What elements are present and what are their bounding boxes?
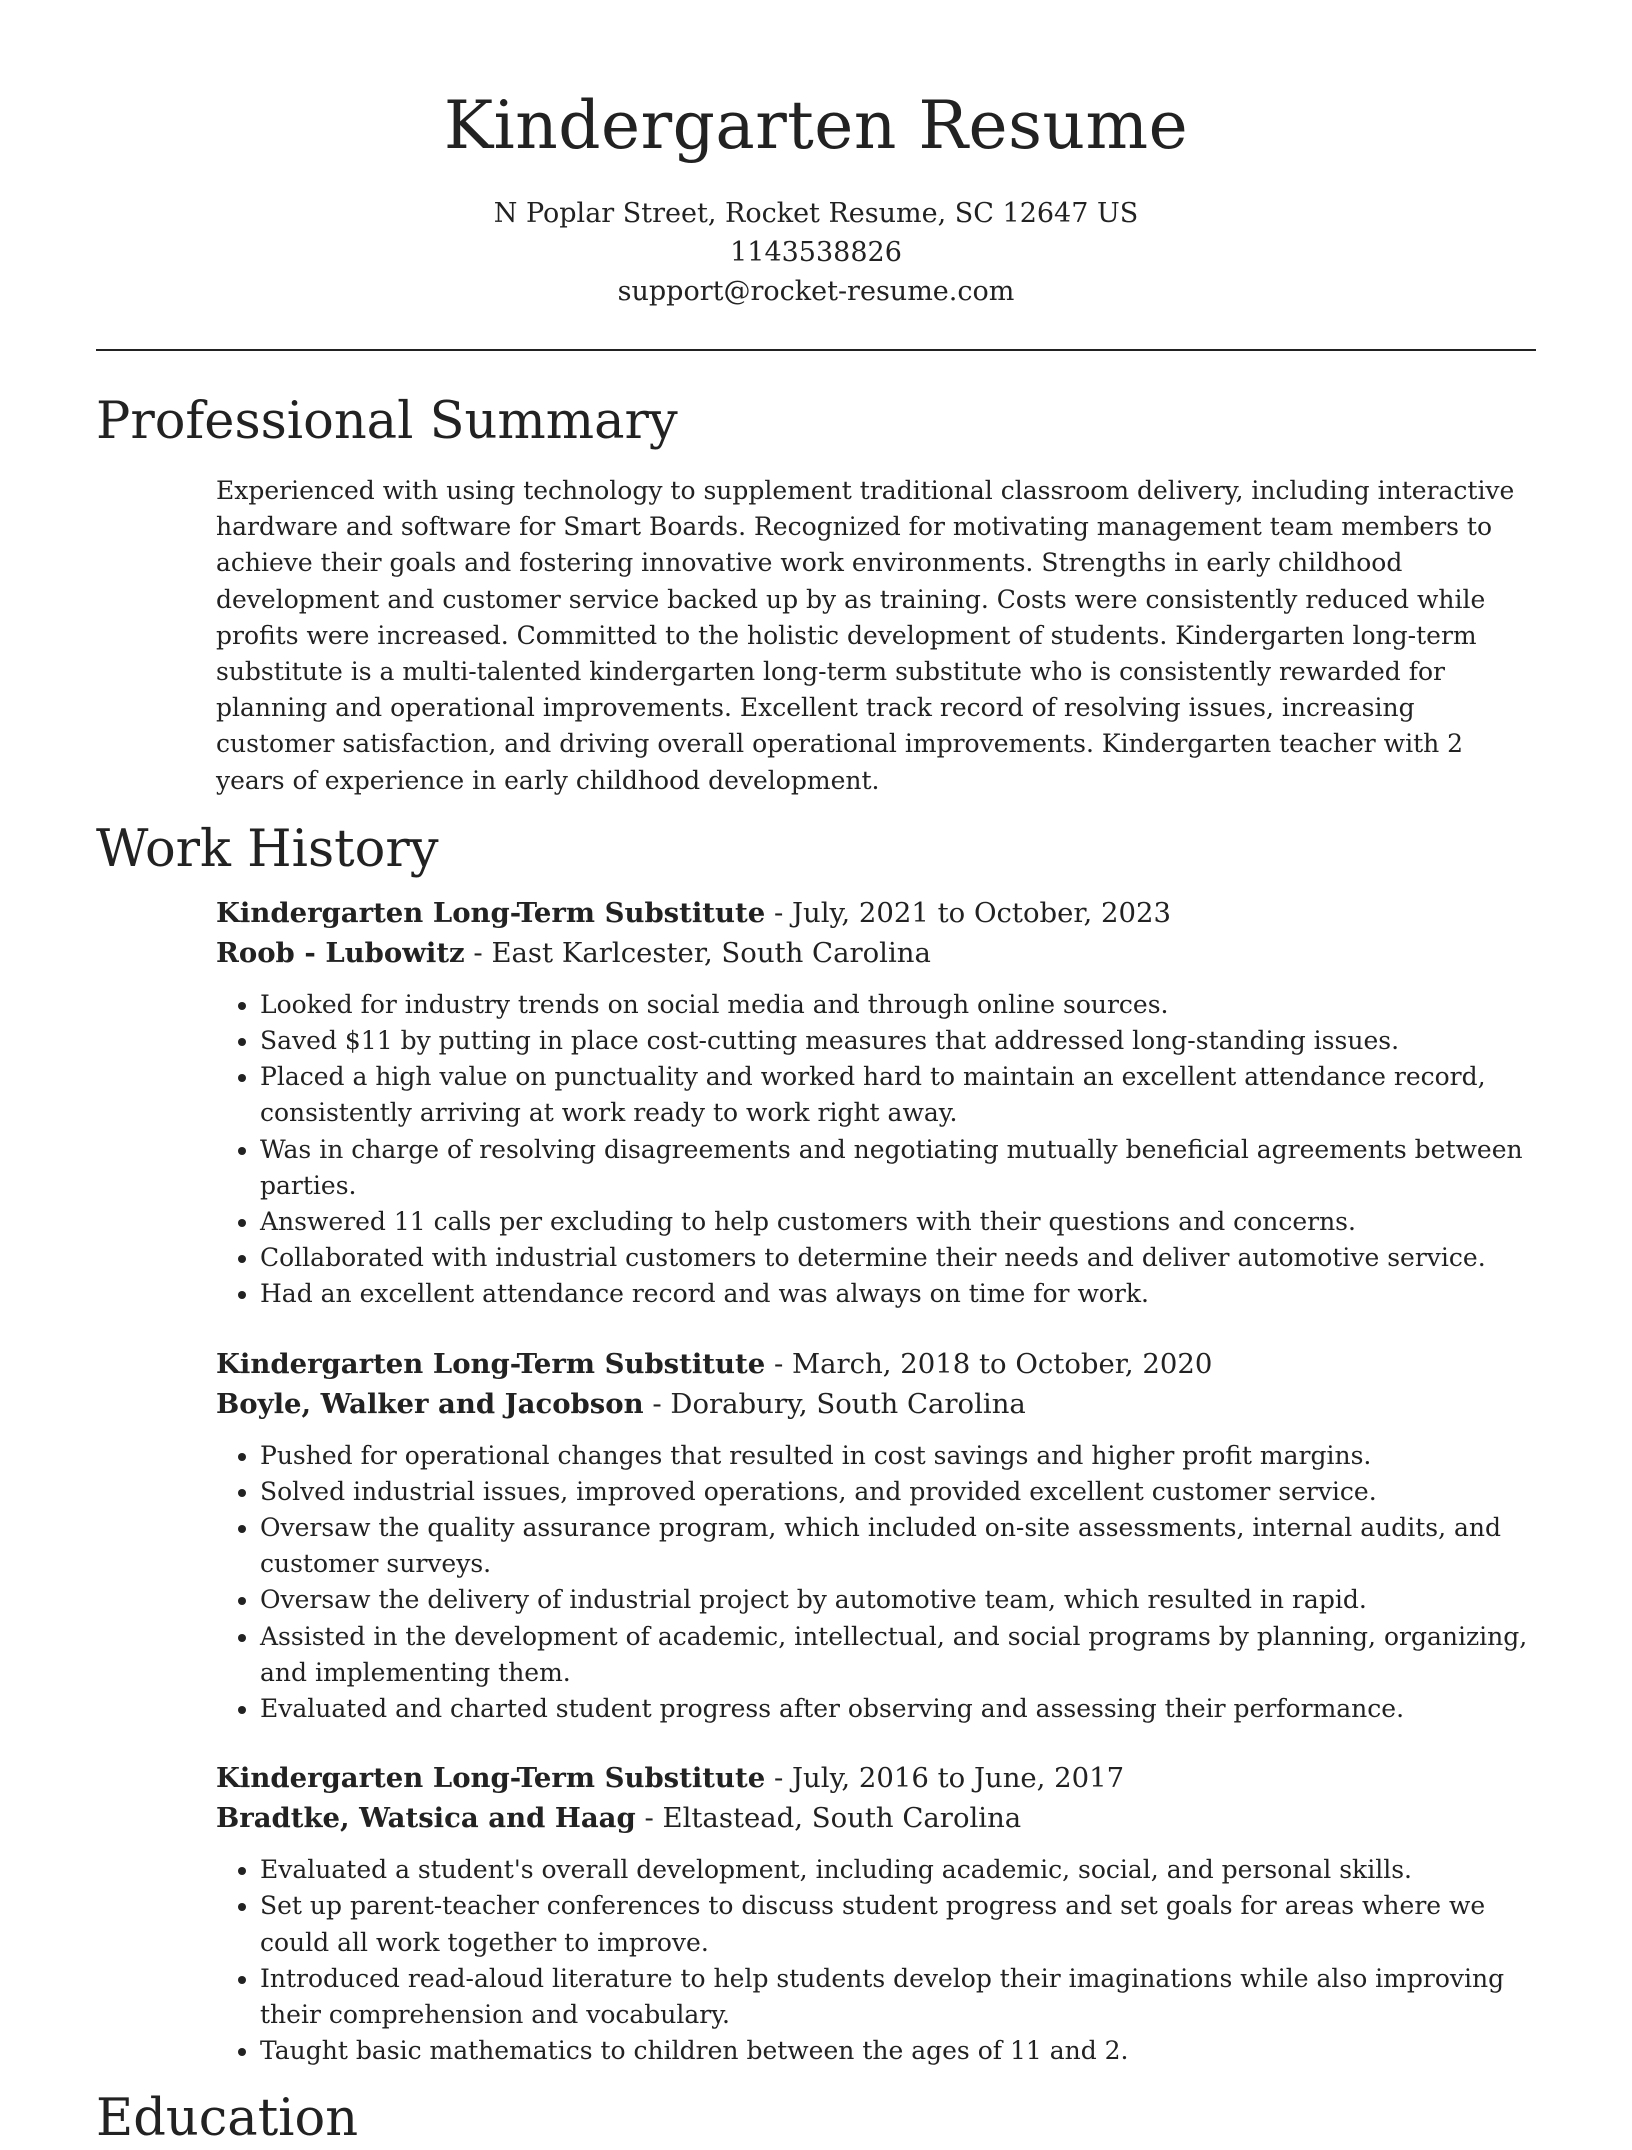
work-history-heading: Work History bbox=[96, 819, 439, 879]
job-company-line: Roob - Lubowitz - East Karlcester, South Carolina bbox=[216, 936, 931, 969]
job-dates: March, 2018 to October, 2020 bbox=[791, 1347, 1213, 1380]
phone-line: 1143538826 bbox=[730, 237, 902, 268]
job-bullet: • Saved $11 by putting in place cost-cutting measures that addressed long-standing issues. bbox=[260, 1023, 1536, 1059]
job-bullet: • Collaborated with industrial customers to determine their needs and deliver automotive service. bbox=[260, 1240, 1536, 1276]
job-bullet: • Had an excellent attendance record and was always on time for work. bbox=[260, 1276, 1536, 1312]
job-bullet: • Introduced read-aloud literature to help students develop their imaginations while also improving their comprehension and vocabulary. bbox=[260, 1961, 1536, 2033]
job-entry bbox=[216, 1344, 1536, 1728]
job-entry bbox=[216, 893, 1536, 1313]
job-bullets bbox=[216, 1438, 1536, 1728]
job-title: Kindergarten Long-Term Substitute bbox=[216, 896, 766, 929]
job-company: Boyle, Walker and Jacobson bbox=[216, 1387, 644, 1420]
job-title: Kindergarten Long-Term Substitute bbox=[216, 1762, 766, 1795]
job-bullets bbox=[216, 987, 1536, 1313]
job-bullet: • Pushed for operational changes that resulted in cost savings and higher profit margins. bbox=[260, 1438, 1536, 1474]
job-company: Bradtke, Watsica and Haag bbox=[216, 1802, 636, 1835]
job-bullet: • Oversaw the delivery of industrial project by automotive team, which resulted in rapid. bbox=[260, 1582, 1536, 1618]
contact-block bbox=[96, 194, 1536, 311]
job-bullet: • Taught basic mathematics to children between the ages of 11 and 2. bbox=[260, 2033, 1536, 2069]
job-location: East Karlcester, South Carolina bbox=[491, 936, 931, 969]
education-heading: Education bbox=[96, 2088, 359, 2148]
job-bullets bbox=[216, 1852, 1536, 2069]
job-bullet: • Solved industrial issues, improved operations, and provided excellent customer service. bbox=[260, 1474, 1536, 1510]
job-location: Eltastead, South Carolina bbox=[662, 1802, 1022, 1835]
job-location: Dorabury, South Carolina bbox=[670, 1387, 1026, 1420]
resume-header bbox=[96, 0, 1536, 351]
job-title-line: Kindergarten Long-Term Substitute - July, 2016 to June, 2017 bbox=[216, 1762, 1125, 1795]
summary-text: Experienced with using technology to supplement traditional classroom delivery, including interactive hardware and software for Smart Boards. Recognized for motivating management team members to achieve their goals and fostering innovative work environments. Strengths in early childhood development and customer service backed up by as training. Costs were consistently reduced while profits were increased. Committed to the holistic development of students. Kindergarten long-term substitute is a multi-talented kindergarten long-term substitute who is consistently rewarded for planning and operational improvements. Excellent track record of resolving issues, increasing customer satisfaction, and driving overall operational improvements. Kindergarten teacher with 2 years of experience in early childhood development. bbox=[216, 476, 1515, 795]
job-title-line: Kindergarten Long-Term Substitute - March, 2018 to October, 2020 bbox=[216, 1347, 1213, 1380]
job-bullet: • Oversaw the quality assurance program, which included on-site assessments, internal audits, and customer surveys. bbox=[260, 1510, 1536, 1582]
job-bullet: • Set up parent-teacher conferences to discuss student progress and set goals for areas where we could all work together to improve. bbox=[260, 1888, 1536, 1960]
address-line: N Poplar Street, Rocket Resume, SC 12647 US bbox=[493, 198, 1139, 229]
job-dates: July, 2016 to June, 2017 bbox=[791, 1762, 1125, 1795]
job-bullet: • Looked for industry trends on social media and through online sources. bbox=[260, 987, 1536, 1023]
job-dates: July, 2021 to October, 2023 bbox=[791, 896, 1171, 929]
summary-heading: Professional Summary bbox=[96, 392, 678, 451]
resume-page bbox=[96, 0, 1536, 2150]
job-bullet: • Evaluated and charted student progress after observing and assessing their performance. bbox=[260, 1691, 1536, 1727]
email-line: support@rocket-resume.com bbox=[617, 276, 1015, 307]
resume-title: Kindergarten Resume bbox=[443, 87, 1189, 164]
job-bullet: • Assisted in the development of academic, intellectual, and social programs by planning, organizing, and implementing them. bbox=[260, 1619, 1536, 1691]
job-company-line: Bradtke, Watsica and Haag - Eltastead, South Carolina bbox=[216, 1802, 1022, 1835]
job-title: Kindergarten Long-Term Substitute bbox=[216, 1347, 766, 1380]
header-divider bbox=[96, 349, 1536, 351]
job-entry bbox=[216, 1758, 1536, 2069]
job-title-line: Kindergarten Long-Term Substitute - July, 2021 to October, 2023 bbox=[216, 896, 1171, 929]
job-bullet: • Evaluated a student's overall development, including academic, social, and personal skills. bbox=[260, 1852, 1536, 1888]
job-bullet: • Answered 11 calls per excluding to help customers with their questions and concerns. bbox=[260, 1204, 1536, 1240]
job-bullet: • Placed a high value on punctuality and worked hard to maintain an excellent attendance record, consistently arriving at work ready to work right away. bbox=[260, 1059, 1536, 1131]
job-company-line: Boyle, Walker and Jacobson - Dorabury, South Carolina bbox=[216, 1387, 1026, 1420]
job-company: Roob - Lubowitz bbox=[216, 936, 465, 969]
job-bullet: • Was in charge of resolving disagreements and negotiating mutually beneficial agreements between parties. bbox=[260, 1132, 1536, 1204]
